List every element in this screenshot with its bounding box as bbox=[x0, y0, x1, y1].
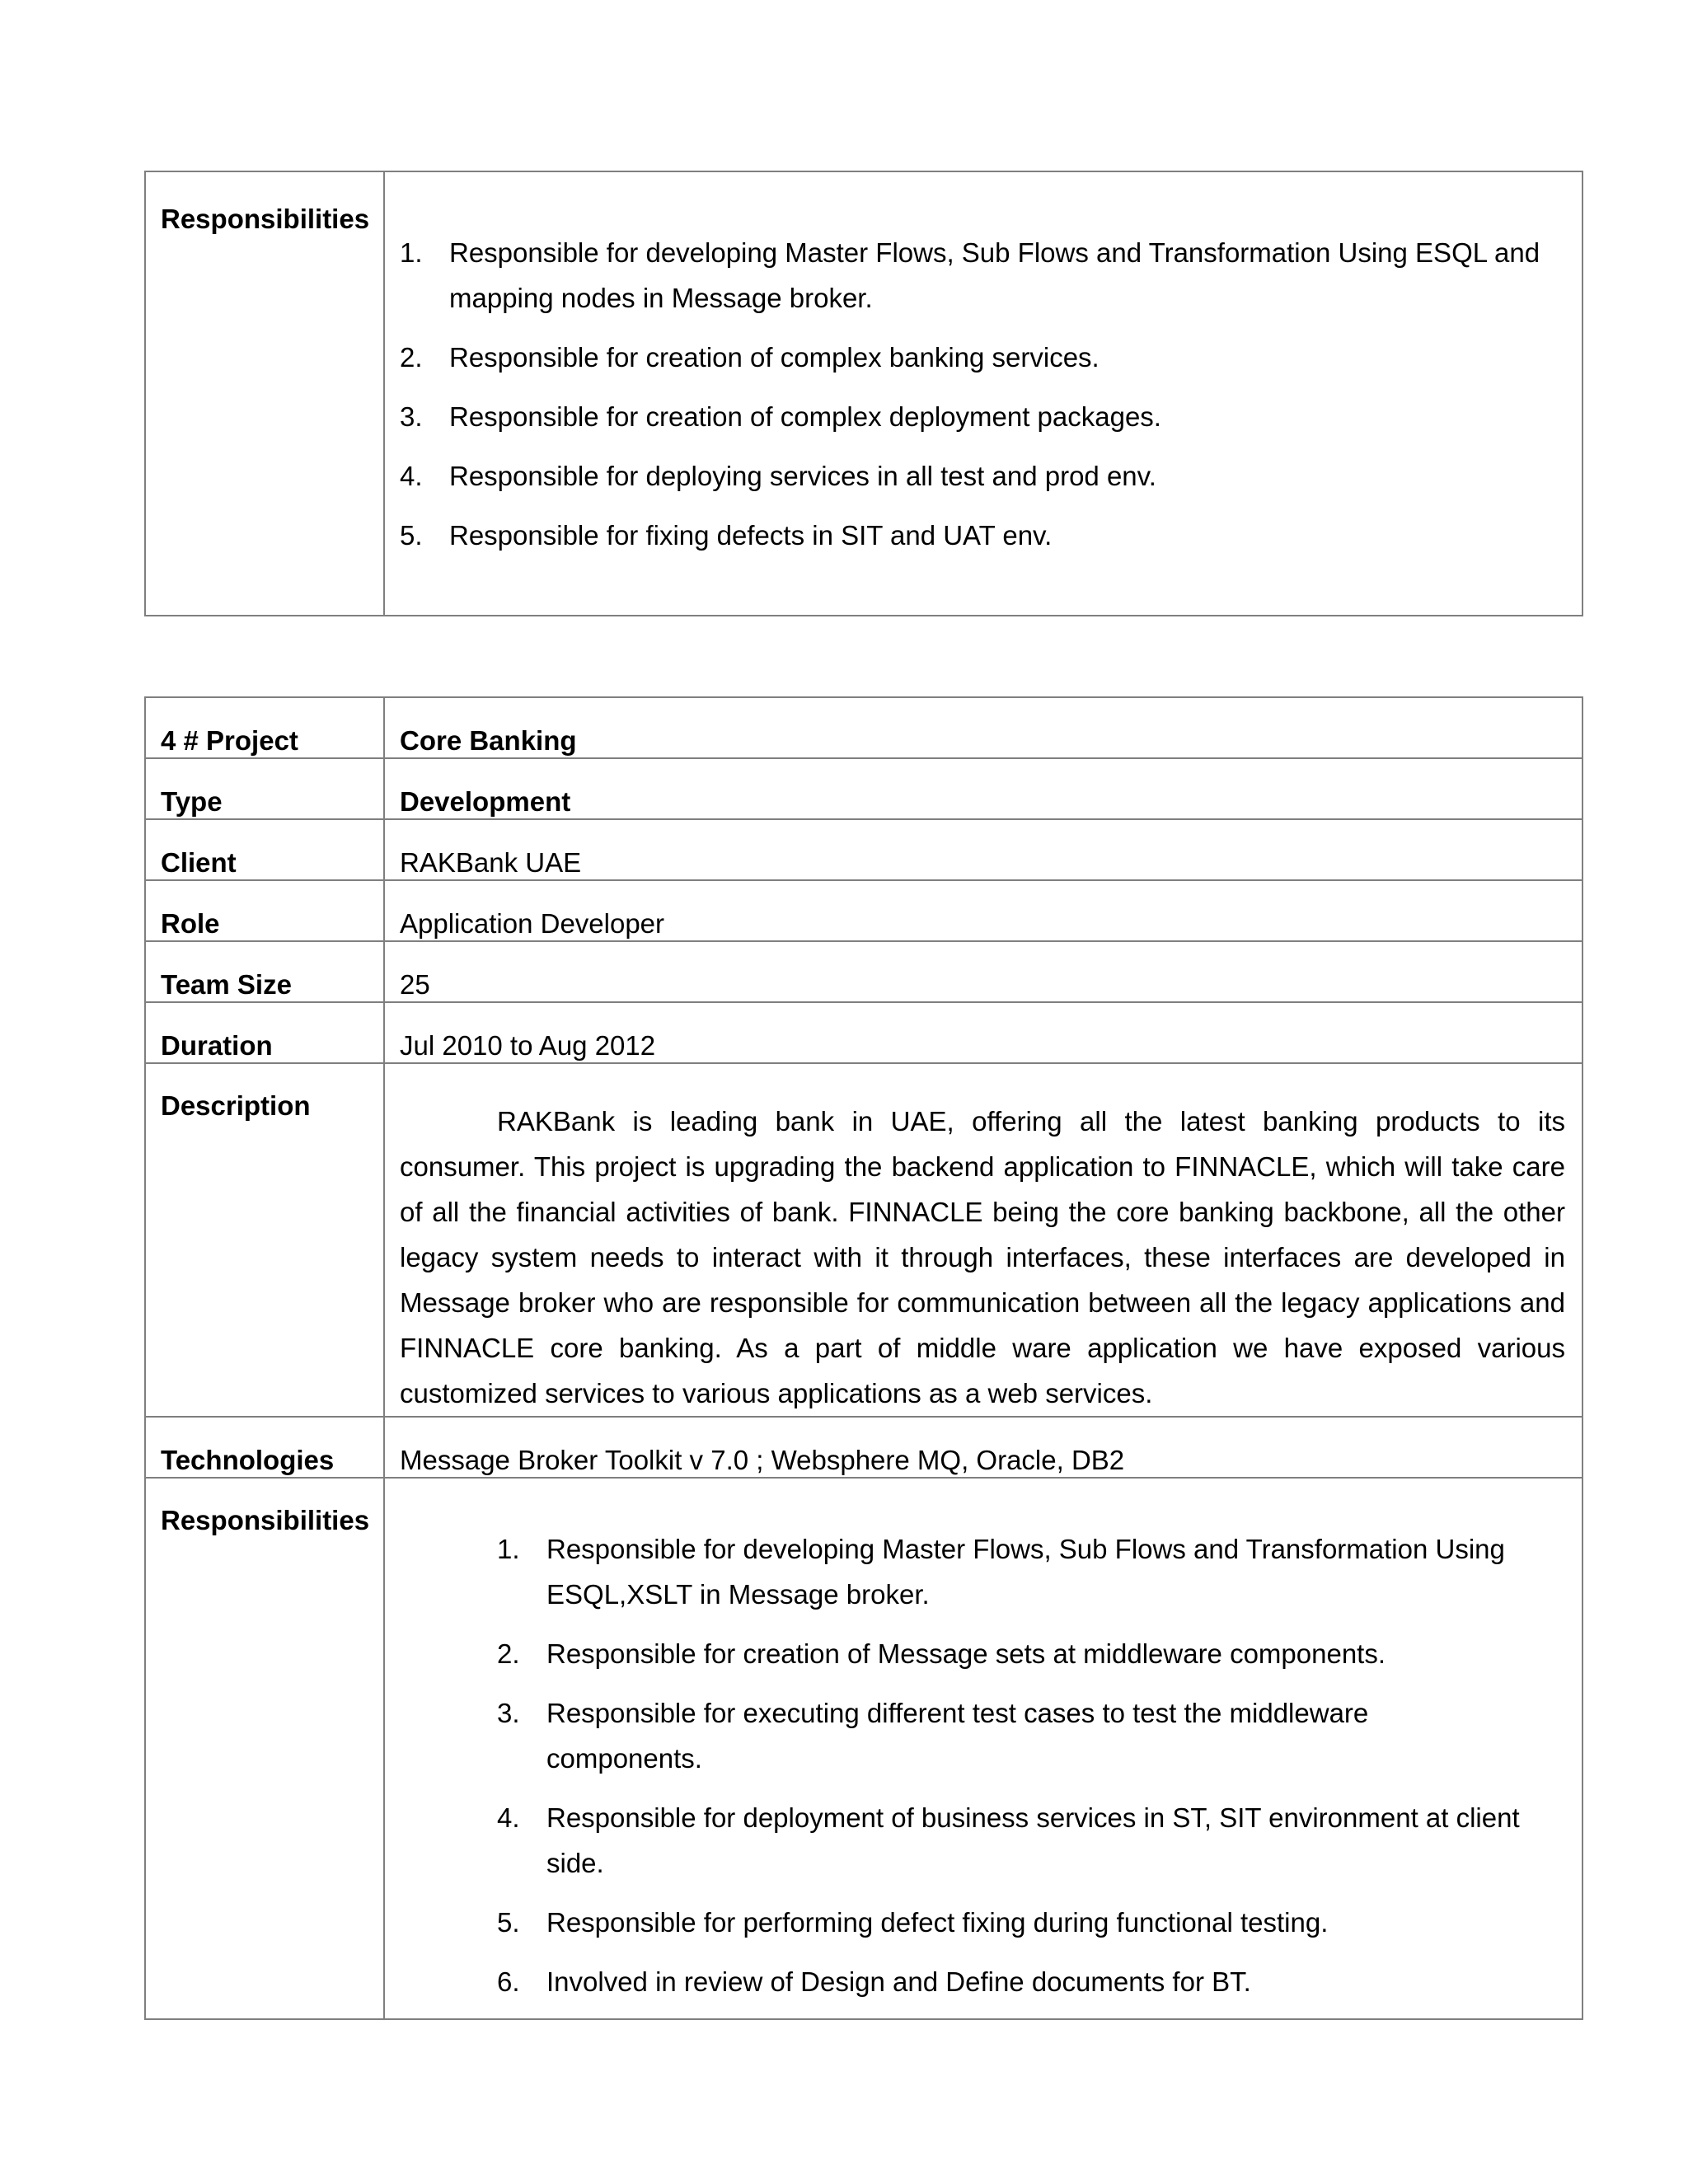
responsibilities-list bbox=[385, 230, 1582, 558]
list-item-text: Responsible for creation of complex deployment packages. bbox=[449, 401, 1161, 432]
list-item-text: Responsible for fixing defects in SIT and UAT env. bbox=[449, 520, 1053, 551]
project-label: 4 # Project bbox=[161, 725, 298, 756]
responsibilities-value-cell bbox=[384, 171, 1582, 616]
list-item bbox=[400, 230, 1582, 321]
role-value: Application Developer bbox=[400, 908, 665, 939]
project-details-table bbox=[144, 696, 1583, 2020]
list-item bbox=[400, 394, 1582, 439]
responsibilities-row bbox=[145, 171, 1582, 616]
description-row bbox=[145, 1063, 1582, 1417]
list-item-number: 2. bbox=[497, 1638, 520, 1669]
list-item bbox=[497, 1959, 1582, 2004]
type-value: Development bbox=[400, 786, 571, 817]
list-item-number: 3. bbox=[400, 401, 423, 432]
list-item-number: 1. bbox=[400, 237, 423, 268]
client-label: Client bbox=[161, 847, 237, 878]
list-item bbox=[497, 1526, 1582, 1617]
team-size-row bbox=[145, 941, 1582, 1002]
list-item-number: 5. bbox=[497, 1907, 520, 1938]
role-label: Role bbox=[161, 908, 220, 939]
list-item bbox=[497, 1690, 1582, 1781]
client-value: RAKBank UAE bbox=[400, 847, 582, 878]
list-item-text: Responsible for executing different test cases to test the middleware components. bbox=[546, 1698, 1369, 1774]
list-item bbox=[497, 1631, 1582, 1676]
list-item-number: 4. bbox=[497, 1802, 520, 1833]
list-item-text: Responsible for developing Master Flows, Sub Flows and Transformation Using ESQL and mapping nodes in Message broker. bbox=[449, 237, 1540, 313]
description-label: Description bbox=[161, 1090, 311, 1121]
list-item-number: 1. bbox=[497, 1534, 520, 1564]
list-item-text: Responsible for creation of Message sets at middleware components. bbox=[546, 1638, 1386, 1669]
list-item bbox=[400, 513, 1582, 558]
responsibilities-table-previous bbox=[144, 171, 1583, 616]
list-item bbox=[497, 1795, 1582, 1886]
technologies-row bbox=[145, 1417, 1582, 1478]
list-item-number: 3. bbox=[497, 1698, 520, 1728]
list-item-number: 5. bbox=[400, 520, 423, 551]
list-item-text: Responsible for creation of complex banking services. bbox=[449, 342, 1100, 373]
list-item-number: 6. bbox=[497, 1966, 520, 1997]
list-item bbox=[400, 335, 1582, 380]
team-size-label: Team Size bbox=[161, 969, 292, 1000]
responsibilities-row bbox=[145, 1478, 1582, 2019]
technologies-value: Message Broker Toolkit v 7.0 ; Websphere MQ, Oracle, DB2 bbox=[400, 1445, 1125, 1475]
list-item bbox=[400, 453, 1582, 499]
list-item-text: Responsible for deployment of business services in ST, SIT environment at client side. bbox=[546, 1802, 1520, 1878]
responsibilities-label: Responsibilities bbox=[161, 1505, 370, 1535]
list-item-text: Involved in review of Design and Define documents for BT. bbox=[546, 1966, 1251, 1997]
duration-row bbox=[145, 1002, 1582, 1063]
technologies-label: Technologies bbox=[161, 1445, 335, 1475]
duration-label: Duration bbox=[161, 1030, 273, 1061]
client-row bbox=[145, 819, 1582, 880]
list-item-text: Responsible for performing defect fixing during functional testing. bbox=[546, 1907, 1329, 1938]
list-item-text: Responsible for deploying services in all test and prod env. bbox=[449, 461, 1156, 491]
project-value: Core Banking bbox=[400, 725, 577, 756]
type-row bbox=[145, 758, 1582, 819]
list-item bbox=[497, 1900, 1582, 1945]
responsibilities-label-cell bbox=[145, 171, 384, 616]
project-row bbox=[145, 697, 1582, 758]
duration-value: Jul 2010 to Aug 2012 bbox=[400, 1030, 656, 1061]
list-item-number: 2. bbox=[400, 342, 423, 373]
team-size-value: 25 bbox=[400, 969, 430, 1000]
type-label: Type bbox=[161, 786, 223, 817]
list-item-number: 4. bbox=[400, 461, 423, 491]
role-row bbox=[145, 880, 1582, 941]
responsibilities-label: Responsibilities bbox=[161, 204, 370, 234]
responsibilities-list bbox=[385, 1526, 1582, 2004]
list-item-text: Responsible for developing Master Flows, Sub Flows and Transformation Using ESQL,XSLT in Message broker. bbox=[546, 1534, 1505, 1610]
description-text: RAKBank is leading bank in UAE, offering all the latest banking products to its consumer. This project is upgrading the backend application to FINNACLE, which will take care of all the financial activities of bank. FINNACLE being the core banking backbone, all the other legacy system needs to interact with it through interfaces, these interfaces are developed in Message broker who are responsible for communication between all the legacy applications and FINNACLE core banking. As a part of middle ware application we have exposed various customized services to various applications as a web services. bbox=[400, 1106, 1565, 1408]
